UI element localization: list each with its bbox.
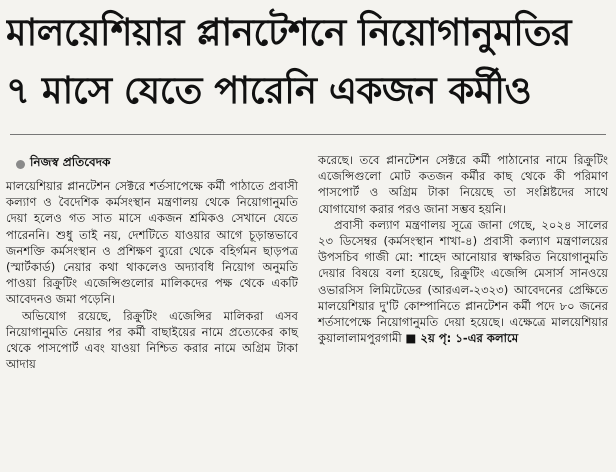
left-paragraph-1: মালয়েশিয়ার প্লানটেশন সেক্টরে শর্তসাপেক্ষে কর্মী পাঠাতে প্রবাসী কল্যাণ ও বৈদেশিক কর্মসংস্থান মন্ত্রণালয় থেকে নিয়োগানুমতি দেয়া হলেও গত সাত মাসে একজন শ্রমিকও সেখানে যেতে পারেননি। শুধু তাই নয়, দেশটিতে যাওয়ার আগে চূড়ান্তভাবে জনশক্তি কর্মসংস্থান ও প্রশিক্ষণ ব্যুরো থেকে বহির্গমন ছাড়পত্র (স্মার্টকার্ড) নেয়ার কথা থাকলেও অদ্যাবধি নিয়োগ অনুমতি পাওয়া রিক্রুটিং এজেন্সিগুলোর মালিকদের পক্ষ থেকে একটি আবেদনও জমা পড়েনি। — [6, 179, 298, 307]
byline — [16, 154, 110, 174]
divider — [10, 134, 606, 135]
headline-line-2: ৭ মাসে যেতে পারেনি একজন কর্মীও — [6, 69, 532, 112]
right-paragraph-1: করেছে। তবে প্লানটেশন সেক্টরে কর্মী পাঠানোর নামে রিক্রুটিং এজেন্সিগুলো মোট কতজন কর্মীর কাছ থেকে কী পরিমাণ পাসপোর্ট ও অগ্রিম টাকা নিয়েছে তা সংশ্লিষ্টদের সাথে যোগাযোগ করার পরও জানা সম্ভব হয়নি। — [318, 153, 608, 216]
byline-text: নিজস্ব প্রতিবেদক — [30, 155, 111, 169]
headline-line-1: মালয়েশিয়ার প্লানটেশনে নিয়োগানুমতির — [6, 11, 571, 54]
right-paragraph-2-text: প্রবাসী কল্যাণ মন্ত্রণালয় সূত্রে জানা গেছে, ২০২৪ সালের ২৩ ডিসেম্বর (কর্মসংস্থান শাখা-৪) প্রবাসী কল্যাণ মন্ত্রণালয়ের উপসচিব গাজী মো: শাহেদ আনোয়ার স্বাক্ষরিত নিয়োগানুমতি দেয়ার বিষয়ে বলা হয়েছে, রিক্রুটিং এজেন্সি মেসার্স সানওয়ে ওভারসিস লিমিটেডের (আরএল-২৩২৩) আবেদনের প্রেক্ষিতে মালয়েশিয়ার দু'টি কোম্পানিতে প্লানটেশন কর্মী পদে ৮০ জনের শর্তসাপেক্ষে নিয়োগানুমতি দেয়া হয়েছে। এক্ষেত্রে মালয়েশিয়ার কুয়ালালামপুরগামী — [318, 217, 608, 346]
continuation-text: ২য় পৃ: ১-এর কলামে — [420, 331, 519, 346]
right-paragraph-2 — [318, 217, 608, 347]
bullet-icon — [16, 160, 25, 169]
right-column — [318, 152, 608, 346]
continuation-marker: ■ ২য় পৃ: ১-এর কলামে — [405, 331, 519, 346]
headline — [6, 4, 610, 120]
left-paragraph-2: অভিযোগ রয়েছে, রিক্রুটিং এজেন্সির মালিকরা এসব নিয়োগানুমতি নেয়ার পর কর্মী বাছাইয়ের নামে প্রত্যেকের কাছ থেকে পাসপোর্ট এবং যাওয়া নিশ্চিত করার নামে অগ্রিম টাকা আদায় — [6, 308, 298, 372]
